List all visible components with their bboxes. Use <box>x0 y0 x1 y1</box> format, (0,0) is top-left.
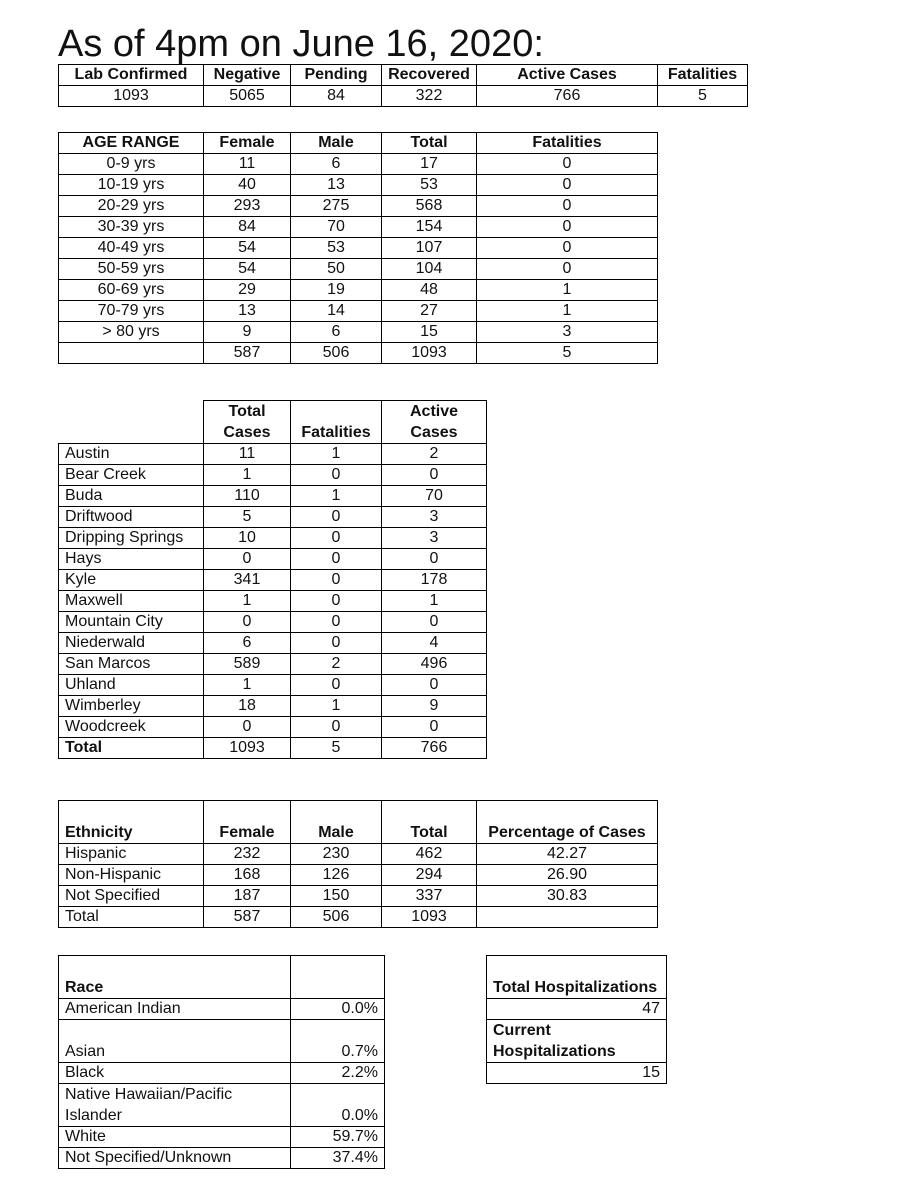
table-row <box>59 154 658 175</box>
cell: 70-79 yrs <box>59 301 204 322</box>
table-row <box>59 486 487 507</box>
cell: 3 <box>477 322 658 343</box>
cell: 0 <box>204 549 291 570</box>
table-row <box>59 999 385 1020</box>
cell: 4 <box>382 633 487 654</box>
cell: 0 <box>477 217 658 238</box>
value-pending: 84 <box>291 86 382 107</box>
cell: 10 <box>204 528 291 549</box>
cell: 54 <box>204 238 291 259</box>
cell: 104 <box>382 259 477 280</box>
cell: 0 <box>382 549 487 570</box>
cell: 3 <box>382 528 487 549</box>
header-pending: Pending <box>291 65 382 86</box>
table-row <box>59 86 748 107</box>
cell: 5 <box>204 507 291 528</box>
totals-row <box>59 907 658 928</box>
header-total: Total <box>382 801 477 844</box>
race-table <box>58 955 385 1169</box>
cell: 2.2% <box>291 1063 385 1084</box>
cell: 15 <box>382 322 477 343</box>
cell: 40-49 yrs <box>59 238 204 259</box>
cell: 0 <box>291 528 382 549</box>
cell: 168 <box>204 865 291 886</box>
cell: 30.83 <box>477 886 658 907</box>
cell: 0.0% <box>291 1084 385 1127</box>
cell <box>477 907 658 928</box>
cell: Non-Hispanic <box>59 865 204 886</box>
cell: 294 <box>382 865 477 886</box>
cell: 0 <box>291 465 382 486</box>
cell: 0 <box>382 612 487 633</box>
cell: 178 <box>382 570 487 591</box>
cell: Black <box>59 1063 291 1084</box>
header-total-cases: Total Cases <box>204 401 291 444</box>
cell: 6 <box>204 633 291 654</box>
cell: 48 <box>382 280 477 301</box>
cell: 587 <box>204 343 291 364</box>
current-hospitalizations-label: Current Hospitalizations <box>487 1020 667 1063</box>
cell: 187 <box>204 886 291 907</box>
age-range-table <box>58 132 658 364</box>
cell: Native Hawaiian/Pacific Islander <box>59 1084 291 1127</box>
total-hospitalizations-label: Total Hospitalizations <box>487 956 667 999</box>
table-header-row <box>59 401 487 444</box>
cell: 42.27 <box>477 844 658 865</box>
cell: 0 <box>382 717 487 738</box>
cell: 110 <box>204 486 291 507</box>
cell: 59.7% <box>291 1127 385 1148</box>
table-row <box>59 1084 385 1127</box>
cell: 107 <box>382 238 477 259</box>
city-name: Niederwald <box>59 633 204 654</box>
city-name: Woodcreek <box>59 717 204 738</box>
cell: 26.90 <box>477 865 658 886</box>
totals-label: Total <box>59 738 204 759</box>
totals-row <box>59 343 658 364</box>
header-lab-confirmed: Lab Confirmed <box>59 65 204 86</box>
cell: 70 <box>382 486 487 507</box>
cell <box>59 343 204 364</box>
value-recovered: 322 <box>382 86 477 107</box>
header-ethnicity: Ethnicity <box>59 801 204 844</box>
cell: 10-19 yrs <box>59 175 204 196</box>
header-total: Total <box>382 133 477 154</box>
cell: 84 <box>204 217 291 238</box>
cell: 275 <box>291 196 382 217</box>
table-row <box>59 528 487 549</box>
cell: 54 <box>204 259 291 280</box>
cell: 0 <box>291 717 382 738</box>
table-row <box>59 633 487 654</box>
table-row <box>59 717 487 738</box>
table-row <box>59 280 658 301</box>
cell: 1 <box>204 591 291 612</box>
header-fatalities: Fatalities <box>477 133 658 154</box>
header-recovered: Recovered <box>382 65 477 86</box>
header-male: Male <box>291 133 382 154</box>
cell: 341 <box>204 570 291 591</box>
total-hospitalizations-value: 47 <box>487 999 667 1020</box>
cell: > 80 yrs <box>59 322 204 343</box>
table-row <box>59 675 487 696</box>
cell: 0 <box>291 633 382 654</box>
cell: 462 <box>382 844 477 865</box>
cell: 19 <box>291 280 382 301</box>
header-percentage-of-cases: Percentage of Cases <box>477 801 658 844</box>
table-row <box>59 1127 385 1148</box>
table-row <box>487 1063 667 1084</box>
table-row <box>59 444 487 465</box>
value-active-cases: 766 <box>477 86 658 107</box>
cell: 5 <box>477 343 658 364</box>
cell: 154 <box>382 217 477 238</box>
cell: 337 <box>382 886 477 907</box>
table-row <box>59 301 658 322</box>
header-age-range: AGE RANGE <box>59 133 204 154</box>
header-race: Race <box>59 956 291 999</box>
cell: 1 <box>477 280 658 301</box>
cell: Total <box>59 907 204 928</box>
cell: 496 <box>382 654 487 675</box>
cell: 50-59 yrs <box>59 259 204 280</box>
table-row <box>59 322 658 343</box>
cell: 126 <box>291 865 382 886</box>
cell: 40 <box>204 175 291 196</box>
summary-table <box>58 64 748 107</box>
cell: 0 <box>477 154 658 175</box>
cell: Not Specified/Unknown <box>59 1148 291 1169</box>
cell: Asian <box>59 1020 291 1063</box>
cell: 150 <box>291 886 382 907</box>
cell: 1 <box>291 486 382 507</box>
cell: 0 <box>477 238 658 259</box>
cell: White <box>59 1127 291 1148</box>
header-active-cases: Active Cases <box>477 65 658 86</box>
cell: 27 <box>382 301 477 322</box>
cell: 17 <box>382 154 477 175</box>
cell: 60-69 yrs <box>59 280 204 301</box>
cell: 766 <box>382 738 487 759</box>
header-negative: Negative <box>204 65 291 86</box>
table-row <box>59 886 658 907</box>
cell: 0-9 yrs <box>59 154 204 175</box>
table-row <box>487 999 667 1020</box>
cell: 1 <box>291 444 382 465</box>
table-row <box>487 1020 667 1063</box>
header-blank <box>291 956 385 999</box>
cell: 0 <box>291 570 382 591</box>
cell: 50 <box>291 259 382 280</box>
cell: 0 <box>204 612 291 633</box>
cell: 587 <box>204 907 291 928</box>
cell: 589 <box>204 654 291 675</box>
cell: 1 <box>291 696 382 717</box>
table-row <box>59 591 487 612</box>
cell: 0 <box>477 196 658 217</box>
header-active-cases: Active Cases <box>382 401 487 444</box>
table-row <box>59 549 487 570</box>
table-row <box>59 259 658 280</box>
cell: 9 <box>382 696 487 717</box>
table-row <box>59 1020 385 1063</box>
cell: 30-39 yrs <box>59 217 204 238</box>
table-row <box>487 956 667 999</box>
city-name: Maxwell <box>59 591 204 612</box>
value-lab-confirmed: 1093 <box>59 86 204 107</box>
cell: 1 <box>382 591 487 612</box>
city-name: Kyle <box>59 570 204 591</box>
cell: 0.0% <box>291 999 385 1020</box>
cell: 293 <box>204 196 291 217</box>
city-name: Buda <box>59 486 204 507</box>
table-row <box>59 507 487 528</box>
city-name: Uhland <box>59 675 204 696</box>
cell: 0.7% <box>291 1020 385 1063</box>
cell: 0 <box>382 675 487 696</box>
cell: 53 <box>382 175 477 196</box>
cell: 20-29 yrs <box>59 196 204 217</box>
cell: 29 <box>204 280 291 301</box>
table-row <box>59 465 487 486</box>
cell: 13 <box>204 301 291 322</box>
cell: 6 <box>291 154 382 175</box>
city-name: San Marcos <box>59 654 204 675</box>
cell: 0 <box>382 465 487 486</box>
value-fatalities: 5 <box>658 86 748 107</box>
city-name: Mountain City <box>59 612 204 633</box>
cell: 506 <box>291 907 382 928</box>
cell: 1093 <box>382 907 477 928</box>
table-header-row <box>59 133 658 154</box>
totals-row <box>59 738 487 759</box>
value-negative: 5065 <box>204 86 291 107</box>
page-title: As of 4pm on June 16, 2020: <box>58 23 544 65</box>
table-header-row <box>59 956 385 999</box>
table-row <box>59 612 487 633</box>
hospitalizations-table <box>486 955 667 1084</box>
cell: 2 <box>291 654 382 675</box>
cell: 1093 <box>382 343 477 364</box>
city-name: Bear Creek <box>59 465 204 486</box>
cell: 3 <box>382 507 487 528</box>
cell: 13 <box>291 175 382 196</box>
header-fatalities: Fatalities <box>291 401 382 444</box>
cell: 0 <box>291 549 382 570</box>
cell: 1 <box>477 301 658 322</box>
table-row <box>59 175 658 196</box>
table-row <box>59 238 658 259</box>
cell: Hispanic <box>59 844 204 865</box>
table-row <box>59 1063 385 1084</box>
city-name: Hays <box>59 549 204 570</box>
city-table <box>58 400 487 759</box>
cell: 0 <box>291 591 382 612</box>
cell: 53 <box>291 238 382 259</box>
cell: 37.4% <box>291 1148 385 1169</box>
city-name: Driftwood <box>59 507 204 528</box>
table-row <box>59 844 658 865</box>
header-male: Male <box>291 801 382 844</box>
city-name: Wimberley <box>59 696 204 717</box>
cell: 14 <box>291 301 382 322</box>
city-name: Dripping Springs <box>59 528 204 549</box>
cell: 0 <box>291 612 382 633</box>
table-row <box>59 570 487 591</box>
cell: 11 <box>204 154 291 175</box>
header-female: Female <box>204 133 291 154</box>
table-header-row <box>59 65 748 86</box>
cell: 1093 <box>204 738 291 759</box>
cell: 18 <box>204 696 291 717</box>
cell: 232 <box>204 844 291 865</box>
city-name: Austin <box>59 444 204 465</box>
header-blank <box>59 401 204 444</box>
table-row <box>59 865 658 886</box>
cell: Not Specified <box>59 886 204 907</box>
cell: 2 <box>382 444 487 465</box>
cell: 0 <box>291 675 382 696</box>
cell: 230 <box>291 844 382 865</box>
cell: 0 <box>204 717 291 738</box>
ethnicity-table <box>58 800 658 928</box>
cell: 1 <box>204 675 291 696</box>
cell: 0 <box>477 259 658 280</box>
table-row <box>59 196 658 217</box>
table-row <box>59 654 487 675</box>
table-row <box>59 1148 385 1169</box>
cell: 5 <box>291 738 382 759</box>
cell: 568 <box>382 196 477 217</box>
cell: 1 <box>204 465 291 486</box>
current-hospitalizations-value: 15 <box>487 1063 667 1084</box>
cell: 70 <box>291 217 382 238</box>
table-header-row <box>59 801 658 844</box>
header-female: Female <box>204 801 291 844</box>
cell: 6 <box>291 322 382 343</box>
cell: 0 <box>477 175 658 196</box>
cell: American Indian <box>59 999 291 1020</box>
cell: 0 <box>291 507 382 528</box>
table-row <box>59 217 658 238</box>
cell: 11 <box>204 444 291 465</box>
header-fatalities: Fatalities <box>658 65 748 86</box>
table-row <box>59 696 487 717</box>
cell: 506 <box>291 343 382 364</box>
cell: 9 <box>204 322 291 343</box>
